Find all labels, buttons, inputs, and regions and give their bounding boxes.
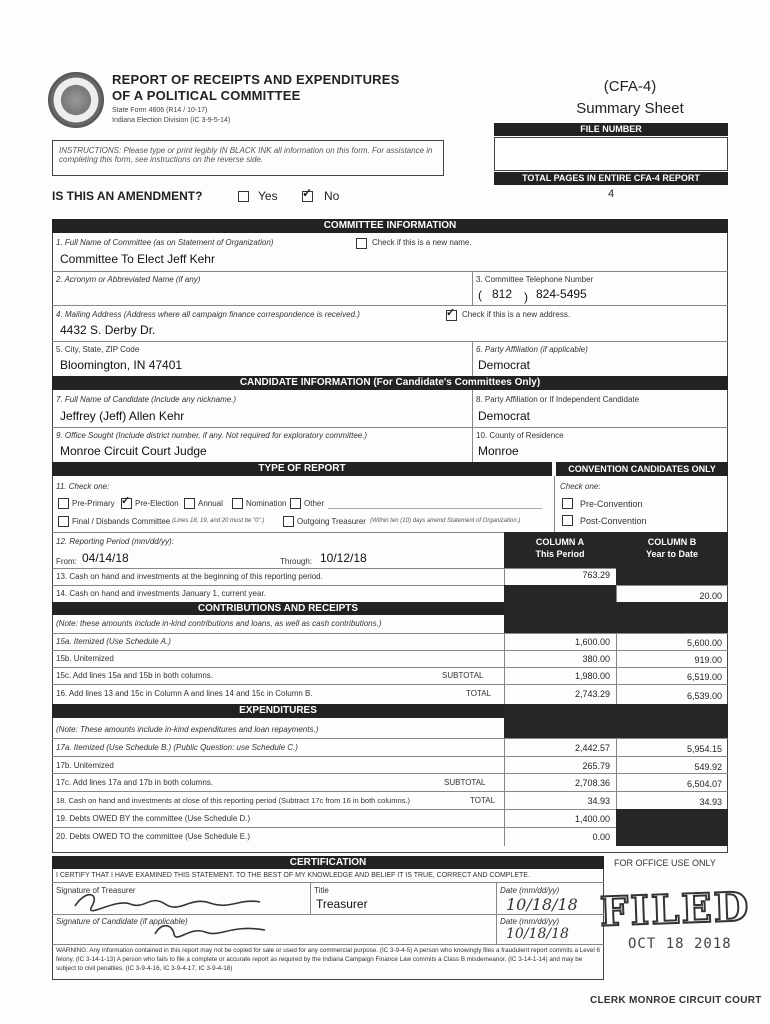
new-name-checkbox[interactable] bbox=[356, 238, 367, 249]
line-17a-col-a[interactable]: 2,442.57 bbox=[574, 743, 610, 753]
from-label: From: bbox=[56, 557, 77, 566]
state-seal bbox=[48, 72, 104, 128]
expenditures-note: (Note: These amounts include in-kind expenditures and loan repayments.) bbox=[56, 725, 319, 734]
annual-checkbox[interactable] bbox=[184, 498, 195, 509]
candidate-party-value[interactable]: Democrat bbox=[478, 409, 531, 423]
divider bbox=[52, 738, 728, 739]
candidate-info-bar: CANDIDATE INFORMATION (For Candidate's Committees Only) bbox=[52, 376, 728, 390]
mailing-address-label: 4. Mailing Address (Address where all campaign finance correspondence is received.) bbox=[56, 310, 360, 319]
outgoing-treasurer-label: Outgoing Treasurer bbox=[297, 517, 366, 526]
post-convention-checkbox[interactable] bbox=[562, 515, 573, 526]
nomination-label: Nomination bbox=[246, 499, 287, 508]
summary-sheet-title: Summary Sheet bbox=[576, 100, 684, 117]
expenditures-bar: EXPENDITURES bbox=[52, 704, 504, 718]
divider bbox=[52, 427, 728, 428]
instructions-box: INSTRUCTIONS: Please type or print legibly IN BLACK INK all information on this form. For assistance in completing this form, see instructions on the reverse side. bbox=[52, 140, 444, 176]
line-14-label: 14. Cash on hand and investments January 1, current year. bbox=[56, 589, 266, 598]
shaded-cell bbox=[504, 585, 616, 633]
line-15c-label: 15c. Add lines 15a and 15b in both columns. bbox=[56, 671, 213, 680]
phone-number[interactable]: 824-5495 bbox=[536, 287, 587, 301]
shaded-cell bbox=[616, 602, 728, 633]
column-a-title: COLUMN A bbox=[535, 537, 585, 547]
final-label: Final / Disbands Committee bbox=[72, 517, 171, 526]
new-address-label: Check if this is a new address. bbox=[462, 310, 571, 319]
outgoing-note: (Within ten (10) days amend Statement of Organization.) bbox=[370, 518, 521, 524]
convention-bar: CONVENTION CANDIDATES ONLY bbox=[556, 462, 728, 476]
pre-convention-label: Pre-Convention bbox=[580, 499, 643, 509]
candidate-signature-label: Signature of Candidate (if applicable) bbox=[56, 917, 188, 926]
line-15a-col-b[interactable]: 5,600.00 bbox=[686, 638, 722, 648]
subtotal-label: SUBTOTAL bbox=[442, 671, 484, 680]
divider bbox=[496, 914, 604, 915]
candidate-name-label: 7. Full Name of Candidate (Include any nickname.) bbox=[56, 395, 237, 404]
through-date[interactable]: 10/12/18 bbox=[320, 551, 367, 565]
divider bbox=[52, 585, 728, 586]
phone-paren-close: ) bbox=[524, 290, 528, 304]
line-13-label: 13. Cash on hand and investments at the beginning of this reporting period. bbox=[56, 572, 323, 581]
shaded-cell bbox=[616, 809, 728, 846]
phone-paren-open: ( bbox=[478, 288, 482, 302]
form-title-line2: OF A POLITICAL COMMITTEE bbox=[112, 88, 301, 103]
line-17c-col-a[interactable]: 2,708.36 bbox=[574, 778, 610, 788]
line-17b-col-a[interactable]: 265.79 bbox=[582, 761, 610, 771]
column-b-title: COLUMN B bbox=[647, 537, 697, 547]
state-form-number: State Form 4606 (R14 / 10-17) bbox=[112, 107, 208, 114]
cfa-code: (CFA-4) bbox=[603, 78, 657, 95]
other-checkbox[interactable] bbox=[290, 498, 301, 509]
divider bbox=[52, 944, 604, 945]
warning-text: WARNING: Any information contained in this report may not be copied for sale or used for any commercial purpose. (IC 3-9-4-5) A person who knowingly files a fraudulent report commits a Level 6 felony. (IC 3-14-1-13) A person who fails to file a complete or accurate report as required by the Indiana Campaign Finance Law commits a Class B misdemeanor. (IC 3-14-1-14) and may be subject to civil penalties. (IC 3-9-4-16, IC 3-9-4-17, IC 3-9-4-18) bbox=[56, 947, 601, 972]
file-number-field[interactable] bbox=[494, 137, 728, 171]
clerk-stamp: CLERK MONROE CIRCUIT COURT bbox=[590, 995, 762, 1006]
line-15b-col-b[interactable]: 919.00 bbox=[694, 655, 722, 665]
committee-name-label: 1. Full Name of Committee (as on Statement of Organization) bbox=[56, 238, 274, 247]
line-16-col-b[interactable]: 6,539.00 bbox=[686, 691, 722, 701]
filed-stamp: FILED bbox=[599, 883, 752, 936]
line-19-col-a[interactable]: 1,400.00 bbox=[574, 814, 610, 824]
pre-primary-checkbox[interactable] bbox=[58, 498, 69, 509]
mailing-address-value[interactable]: 4432 S. Derby Dr. bbox=[60, 323, 156, 337]
divider bbox=[472, 390, 473, 462]
office-sought-value[interactable]: Monroe Circuit Court Judge bbox=[60, 444, 207, 458]
amendment-question: IS THIS AN AMENDMENT? bbox=[52, 189, 203, 203]
divider bbox=[52, 756, 728, 757]
other-label: Other bbox=[304, 499, 325, 508]
check-mark-icon: ✓ bbox=[302, 186, 313, 200]
divider bbox=[52, 882, 604, 883]
final-note: (Lines 18, 19, and 20 must be "0".) bbox=[172, 518, 265, 524]
date-label-2: Date (mm/dd/yy) bbox=[500, 917, 560, 926]
amendment-yes-checkbox[interactable] bbox=[238, 191, 249, 202]
nomination-checkbox[interactable] bbox=[232, 498, 243, 509]
treasurer-signature-icon[interactable] bbox=[70, 888, 270, 914]
line-17a-label: 17a. Itemized (Use Schedule B.) (Public Question: use Schedule C.) bbox=[56, 743, 298, 752]
election-division: Indiana Election Division (IC 3-9-5-14) bbox=[112, 117, 231, 124]
final-checkbox[interactable] bbox=[58, 516, 69, 527]
check-mark-icon: ✓ bbox=[446, 307, 456, 319]
party-affiliation-value[interactable]: Democrat bbox=[478, 358, 531, 372]
city-state-zip-value[interactable]: Bloomington, IN 47401 bbox=[60, 358, 183, 372]
outgoing-treasurer-checkbox[interactable] bbox=[283, 516, 294, 527]
line-17c-label: 17c. Add lines 17a and 17b in both columns. bbox=[56, 778, 213, 787]
column-b-subtitle: Year to Date bbox=[645, 549, 699, 559]
date-value-2[interactable]: 10/18/18 bbox=[506, 926, 569, 942]
file-number-header: FILE NUMBER bbox=[494, 123, 728, 136]
new-name-label: Check if this is a new name. bbox=[372, 238, 472, 247]
divider bbox=[496, 882, 497, 944]
other-line[interactable] bbox=[328, 508, 542, 509]
acronym-label: 2. Acronym or Abbreviated Name (if any) bbox=[56, 275, 201, 284]
annual-label: Annual bbox=[198, 499, 223, 508]
line-17b-label: 17b. Unitemized bbox=[56, 761, 114, 770]
amendment-yes-label: Yes bbox=[258, 189, 278, 203]
total-pages-value[interactable]: 4 bbox=[607, 188, 615, 200]
line-20-label: 20. Debts OWED TO the committee (Use Schedule E.) bbox=[56, 832, 250, 841]
divider bbox=[52, 773, 728, 774]
committee-info-bar: COMMITTEE INFORMATION bbox=[52, 219, 728, 233]
subtotal-label-2: SUBTOTAL bbox=[444, 778, 486, 787]
divider bbox=[52, 271, 728, 272]
pre-primary-label: Pre-Primary bbox=[72, 499, 115, 508]
divider bbox=[52, 341, 728, 342]
phone-area-code[interactable]: 812 bbox=[492, 287, 513, 301]
city-state-zip-label: 5. City, State, ZIP Code bbox=[56, 345, 140, 354]
divider bbox=[52, 791, 728, 792]
post-convention-label: Post-Convention bbox=[580, 516, 647, 526]
divider bbox=[52, 305, 728, 306]
divider bbox=[472, 341, 473, 376]
county-label: 10. County of Residence bbox=[476, 431, 564, 440]
line-15b-label: 15b. Unitemized bbox=[56, 654, 114, 663]
shaded-cell bbox=[504, 704, 728, 738]
divider bbox=[310, 882, 311, 914]
total-pages-header: TOTAL PAGES IN ENTIRE CFA-4 REPORT bbox=[494, 172, 728, 185]
form-title-line1: REPORT OF RECEIPTS AND EXPENDITURES bbox=[112, 72, 400, 87]
line-18-col-a[interactable]: 34.93 bbox=[587, 796, 610, 806]
column-a-subtitle: This Period bbox=[535, 549, 585, 559]
line-16-col-a[interactable]: 2,743.29 bbox=[574, 689, 610, 699]
date-value-1[interactable]: 10/18/18 bbox=[506, 895, 578, 914]
county-value[interactable]: Monroe bbox=[478, 444, 519, 458]
title-label: Title bbox=[314, 886, 329, 895]
line-17c-col-b[interactable]: 6,504.07 bbox=[686, 779, 722, 789]
certification-text: I CERTIFY THAT I HAVE EXAMINED THIS STATEMENT. TO THE BEST OF MY KNOWLEDGE AND BELIEF IT IS TRUE, CORRECT AND COMPLETE. bbox=[56, 872, 530, 879]
office-use-label: FOR OFFICE USE ONLY bbox=[614, 858, 716, 868]
amendment-no-label: No bbox=[324, 189, 340, 203]
treasurer-signature-label: Signature of Treasurer bbox=[56, 886, 136, 895]
divider bbox=[472, 271, 473, 305]
line-19-label: 19. Debts OWED BY the committee (Use Schedule D.) bbox=[56, 814, 251, 823]
phone-label: 3. Committee Telephone Number bbox=[476, 275, 594, 284]
contributions-note: (Note: these amounts include in-kind contributions and loans, as well as cash contributions.) bbox=[56, 619, 382, 628]
line-15b-col-a[interactable]: 380.00 bbox=[582, 654, 610, 664]
contributions-bar: CONTRIBUTIONS AND RECEIPTS bbox=[52, 602, 504, 615]
line-15c-col-b[interactable]: 6,519.00 bbox=[686, 672, 722, 682]
total-label: TOTAL bbox=[466, 689, 492, 698]
committee-name-value[interactable]: Committee To Elect Jeff Kehr bbox=[60, 252, 215, 266]
from-date[interactable]: 04/14/18 bbox=[82, 551, 129, 565]
through-label: Through: bbox=[280, 557, 313, 566]
pre-election-label: Pre-Election bbox=[135, 499, 179, 508]
line-14-col-b[interactable]: 20.00 bbox=[699, 591, 722, 601]
total-label-2: TOTAL bbox=[470, 796, 496, 805]
divider bbox=[52, 914, 496, 915]
check-one-label: 11. Check one: bbox=[56, 482, 110, 491]
check-mark-icon: ✓ bbox=[121, 495, 131, 507]
line-15a-col-a[interactable]: 1,600.00 bbox=[574, 637, 610, 647]
convention-check-one: Check one: bbox=[560, 482, 601, 491]
report-type-bar: TYPE OF REPORT bbox=[52, 462, 552, 476]
line-18-col-b[interactable]: 34.93 bbox=[699, 797, 722, 807]
party-affiliation-label: 6. Party Affiliation (if applicable) bbox=[476, 345, 588, 354]
line-16-label: 16. Add lines 13 and 15c in Column A and lines 14 and 15c in Column B. bbox=[56, 689, 313, 698]
divider bbox=[52, 667, 728, 668]
divider bbox=[52, 684, 728, 685]
reporting-period-label: 12. Reporting Period (mm/dd/yy): bbox=[56, 537, 174, 546]
pre-convention-checkbox[interactable] bbox=[562, 498, 573, 509]
date-label-1: Date (mm/dd/yy) bbox=[500, 886, 560, 895]
candidate-name-value[interactable]: Jeffrey (Jeff) Allen Kehr bbox=[60, 409, 185, 423]
line-20-col-a[interactable]: 0.00 bbox=[592, 832, 610, 842]
divider bbox=[52, 650, 728, 651]
filed-date-stamp: OCT 18 2018 bbox=[628, 936, 732, 952]
divider bbox=[52, 633, 728, 634]
title-value[interactable]: Treasurer bbox=[316, 897, 368, 911]
divider bbox=[52, 827, 616, 828]
line-18-label: 18. Cash on hand and investments at close of this reporting period (Subtract 17c from 16 in both columns.) bbox=[56, 796, 410, 805]
certification-bar: CERTIFICATION bbox=[52, 856, 604, 869]
office-sought-label: 9. Office Sought (Include district number, if any. Not required for exploratory committee.) bbox=[56, 431, 368, 440]
candidate-party-label: 8. Party Affiliation or If Independent Candidate bbox=[476, 395, 640, 404]
line-15a-label: 15a. Itemized (Use Schedule A.) bbox=[56, 637, 171, 646]
line-17b-col-b[interactable]: 549.92 bbox=[694, 762, 722, 772]
divider bbox=[554, 476, 555, 532]
line-13-col-a[interactable]: 763.29 bbox=[582, 570, 610, 580]
candidate-signature-icon[interactable] bbox=[150, 918, 270, 942]
line-17a-col-b[interactable]: 5,954.15 bbox=[686, 744, 722, 754]
line-15c-col-a[interactable]: 1,980.00 bbox=[574, 671, 610, 681]
shaded-cell bbox=[616, 568, 728, 585]
